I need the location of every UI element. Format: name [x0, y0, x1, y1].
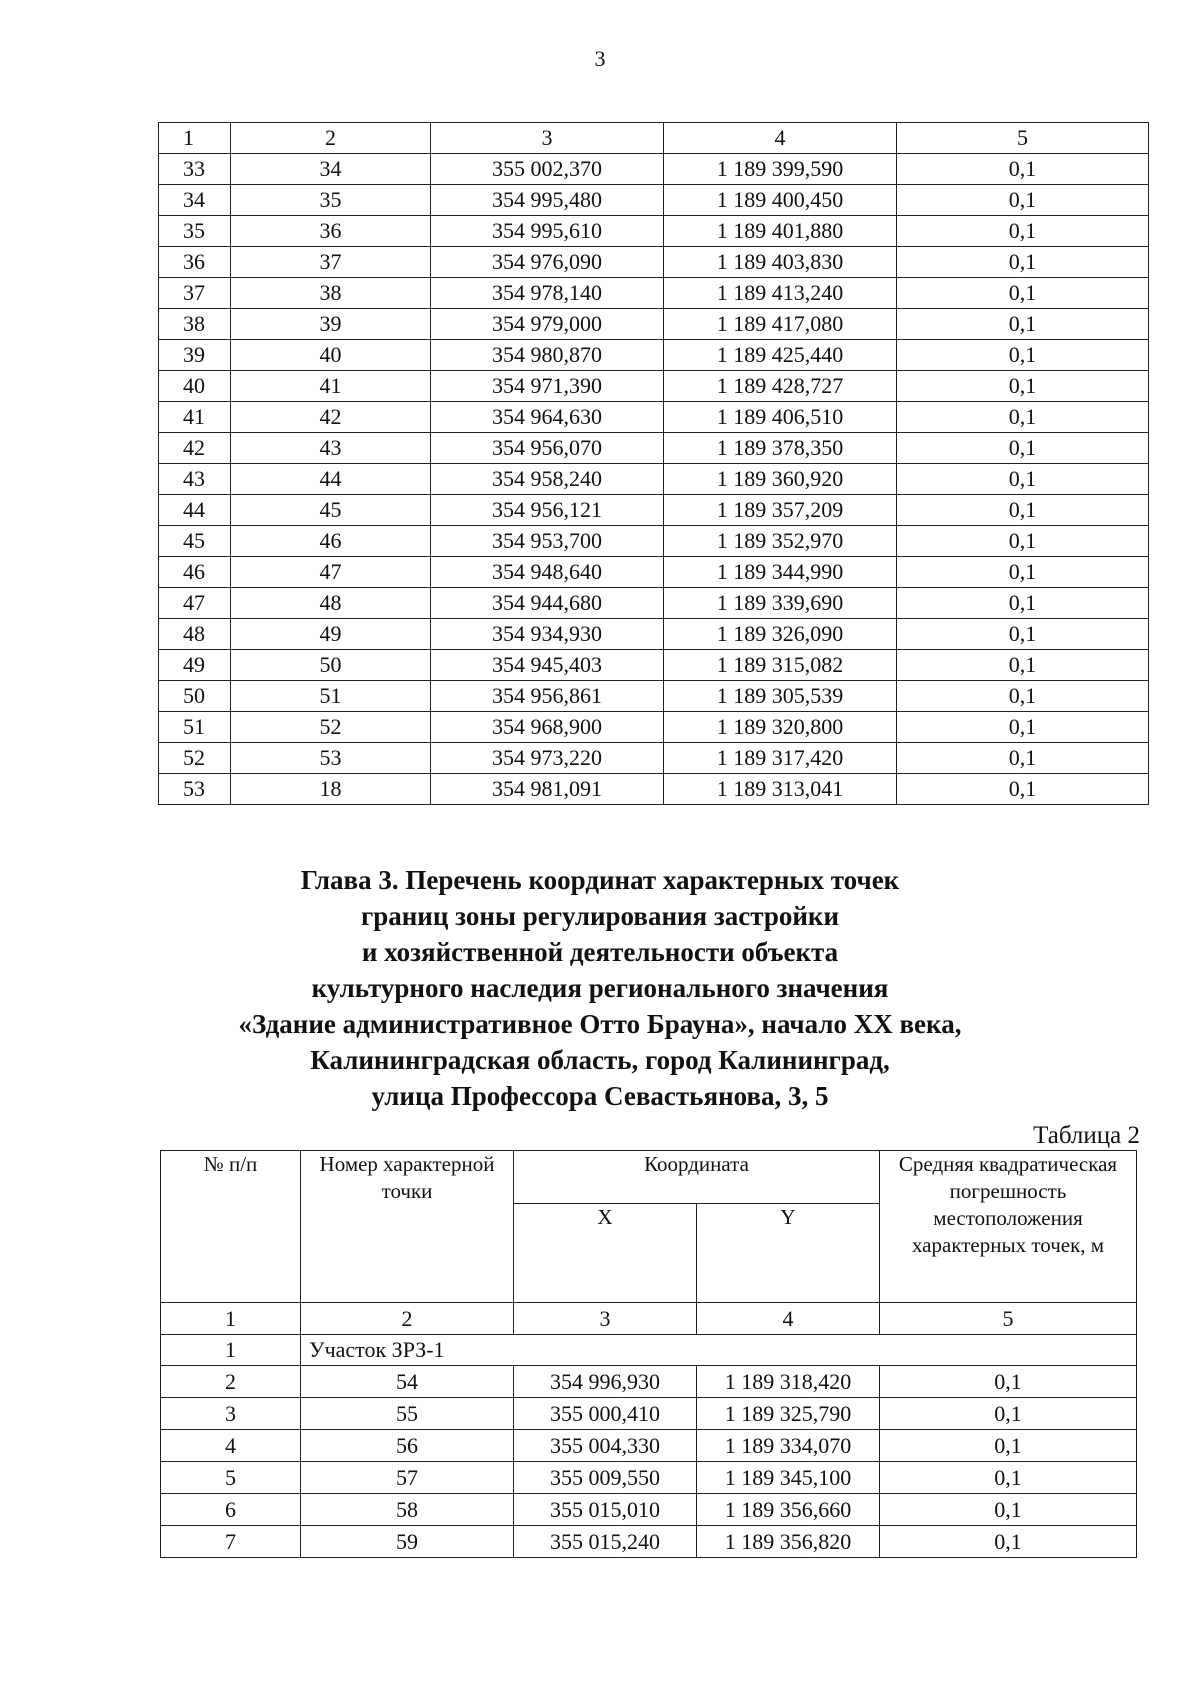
table-cell: 0,1	[880, 1366, 1137, 1398]
header-x: X	[514, 1204, 697, 1303]
table-row	[159, 402, 1149, 433]
table-row	[159, 185, 1149, 216]
table-cell: 48	[159, 619, 231, 650]
table-header-row	[159, 123, 1149, 154]
table-cell: 42	[159, 433, 231, 464]
table-cell: 34	[231, 154, 431, 185]
table-cell: 0,1	[880, 1398, 1137, 1430]
table-cell: 50	[159, 681, 231, 712]
table-cell: 1 189 334,070	[697, 1430, 880, 1462]
table-cell: 1 189 339,690	[664, 588, 897, 619]
table-cell: 0,1	[880, 1494, 1137, 1526]
table-cell: 354 934,930	[431, 619, 664, 650]
col-number-1: 1	[161, 1303, 301, 1335]
table-cell: 354 981,091	[431, 774, 664, 805]
table-row	[161, 1430, 1137, 1462]
table-cell: 354 958,240	[431, 464, 664, 495]
table-cell: 355 002,370	[431, 154, 664, 185]
table-cell: 354 980,870	[431, 340, 664, 371]
table-cell: 43	[231, 433, 431, 464]
table-cell: 0,1	[897, 433, 1149, 464]
table-cell: 0,1	[897, 309, 1149, 340]
table-cell: 0,1	[897, 743, 1149, 774]
table-cell: 35	[159, 216, 231, 247]
table-cell: 57	[301, 1462, 514, 1494]
table-cell: 41	[159, 402, 231, 433]
table-cell: 1 189 356,660	[697, 1494, 880, 1526]
table-cell: 59	[301, 1526, 514, 1558]
table-cell: 0,1	[897, 681, 1149, 712]
table-row	[159, 743, 1149, 774]
col-number-2: 2	[231, 123, 431, 154]
table-row	[159, 309, 1149, 340]
table-row	[159, 464, 1149, 495]
table-cell: 6	[161, 1494, 301, 1526]
table-cell: 1 189 425,440	[664, 340, 897, 371]
table-row	[161, 1366, 1137, 1398]
heading-line: Калининградская область, город Калининград,	[310, 1045, 890, 1075]
table-cell: 44	[159, 495, 231, 526]
table-row	[159, 681, 1149, 712]
heading-line: культурного наследия регионального значения	[311, 973, 889, 1003]
table-cell: 1 189 378,350	[664, 433, 897, 464]
table-cell: 354 956,070	[431, 433, 664, 464]
table-cell: 0,1	[880, 1430, 1137, 1462]
table-cell: 0,1	[897, 154, 1149, 185]
table-cell: 56	[301, 1430, 514, 1462]
table-cell: 49	[231, 619, 431, 650]
table-row	[161, 1494, 1137, 1526]
table-cell: 1 189 356,820	[697, 1526, 880, 1558]
table-cell: 36	[159, 247, 231, 278]
table-row	[159, 495, 1149, 526]
table-cell: 55	[301, 1398, 514, 1430]
table-cell: 1 189 357,209	[664, 495, 897, 526]
table-row	[159, 154, 1149, 185]
table-row	[159, 774, 1149, 805]
table-row	[159, 557, 1149, 588]
table-cell: 52	[231, 712, 431, 743]
table-cell: 0,1	[897, 278, 1149, 309]
table-cell: 1 189 428,727	[664, 371, 897, 402]
table-header-row	[161, 1151, 1137, 1204]
section-number: 1	[161, 1335, 301, 1366]
table-cell: 50	[231, 650, 431, 681]
table-cell: 3	[161, 1398, 301, 1430]
table-cell: 354 945,403	[431, 650, 664, 681]
table-cell: 53	[159, 774, 231, 805]
table-row	[159, 216, 1149, 247]
table-cell: 0,1	[897, 185, 1149, 216]
table-row	[161, 1398, 1137, 1430]
table-row	[159, 526, 1149, 557]
table-cell: 354 971,390	[431, 371, 664, 402]
table-cell: 1 189 403,830	[664, 247, 897, 278]
table-cell: 40	[231, 340, 431, 371]
table-cell: 41	[231, 371, 431, 402]
table-cell: 52	[159, 743, 231, 774]
col-number-4: 4	[664, 123, 897, 154]
table-cell: 1 189 413,240	[664, 278, 897, 309]
table-cell: 51	[159, 712, 231, 743]
col-number-5: 5	[897, 123, 1149, 154]
table-cell: 1 189 313,041	[664, 774, 897, 805]
table-cell: 1 189 417,080	[664, 309, 897, 340]
header-number: № п/п	[161, 1151, 301, 1303]
table-cell: 33	[159, 154, 231, 185]
heading-line: «Здание административное Отто Брауна», начало XX века,	[238, 1009, 962, 1039]
table-cell: 0,1	[897, 371, 1149, 402]
table-cell: 0,1	[897, 650, 1149, 681]
table-cell: 355 015,240	[514, 1526, 697, 1558]
table-cell: 1 189 401,880	[664, 216, 897, 247]
col-number-2: 2	[301, 1303, 514, 1335]
table-cell: 5	[161, 1462, 301, 1494]
table-cell: 354 976,090	[431, 247, 664, 278]
table-cell: 354 953,700	[431, 526, 664, 557]
table-cell: 1 189 305,539	[664, 681, 897, 712]
table-cell: 37	[231, 247, 431, 278]
table-row	[161, 1462, 1137, 1494]
table-cell: 355 009,550	[514, 1462, 697, 1494]
table-cell: 0,1	[897, 526, 1149, 557]
table-cell: 1 189 352,970	[664, 526, 897, 557]
heading-line: Глава 3. Перечень координат характерных точек	[300, 865, 900, 895]
table-cell: 1 189 320,800	[664, 712, 897, 743]
table-cell: 54	[301, 1366, 514, 1398]
table-cell: 354 944,680	[431, 588, 664, 619]
table-cell: 1 189 325,790	[697, 1398, 880, 1430]
table-cell: 1 189 317,420	[664, 743, 897, 774]
table-cell: 47	[231, 557, 431, 588]
table-cell: 0,1	[897, 619, 1149, 650]
table-cell: 38	[159, 309, 231, 340]
heading-line: и хозяйственной деятельности объекта	[361, 937, 839, 967]
table-cell: 0,1	[897, 495, 1149, 526]
table-cell: 42	[231, 402, 431, 433]
table-cell: 47	[159, 588, 231, 619]
table-cell: 355 000,410	[514, 1398, 697, 1430]
table-cell: 0,1	[897, 588, 1149, 619]
section-row	[161, 1335, 1137, 1366]
table-cell: 48	[231, 588, 431, 619]
table-cell: 354 956,861	[431, 681, 664, 712]
table-cell: 0,1	[897, 340, 1149, 371]
table-row	[159, 340, 1149, 371]
table-cell: 354 995,480	[431, 185, 664, 216]
table-cell: 0,1	[897, 247, 1149, 278]
table-row	[159, 588, 1149, 619]
table-cell: 1 189 406,510	[664, 402, 897, 433]
table-cell: 40	[159, 371, 231, 402]
table-row	[161, 1526, 1137, 1558]
table-row	[159, 712, 1149, 743]
table-cell: 35	[231, 185, 431, 216]
table-cell: 0,1	[897, 402, 1149, 433]
table-cell: 58	[301, 1494, 514, 1526]
table-row	[159, 371, 1149, 402]
table-cell: 39	[231, 309, 431, 340]
zone-coordinates-table	[160, 1150, 1137, 1558]
table-cell: 1 189 315,082	[664, 650, 897, 681]
header-coordinate: Координата	[514, 1151, 880, 1204]
table-row	[159, 247, 1149, 278]
table-cell: 354 979,000	[431, 309, 664, 340]
table-cell: 1 189 399,590	[664, 154, 897, 185]
table-cell: 53	[231, 743, 431, 774]
table-cell: 7	[161, 1526, 301, 1558]
table-cell: 0,1	[897, 557, 1149, 588]
table-cell: 36	[231, 216, 431, 247]
table-cell: 354 956,121	[431, 495, 664, 526]
page-number: 3	[594, 46, 606, 71]
table-cell: 34	[159, 185, 231, 216]
table-cell: 2	[161, 1366, 301, 1398]
col-number-4: 4	[697, 1303, 880, 1335]
table-cell: 354 973,220	[431, 743, 664, 774]
col-number-1: 1	[159, 123, 231, 154]
table-cell: 43	[159, 464, 231, 495]
table-row	[159, 650, 1149, 681]
table-cell: 354 948,640	[431, 557, 664, 588]
table-cell: 51	[231, 681, 431, 712]
table-cell: 355 015,010	[514, 1494, 697, 1526]
table-cell: 37	[159, 278, 231, 309]
table-caption: Таблица 2	[1033, 1122, 1140, 1149]
col-number-3: 3	[514, 1303, 697, 1335]
table-cell: 1 189 326,090	[664, 619, 897, 650]
chapter-heading	[140, 862, 1060, 1114]
table-cell: 46	[159, 557, 231, 588]
table-cell: 355 004,330	[514, 1430, 697, 1462]
table-cell: 0,1	[897, 774, 1149, 805]
table-row	[159, 433, 1149, 464]
table-cell: 45	[159, 526, 231, 557]
table-cell: 4	[161, 1430, 301, 1462]
header-point-number: Номер характерной точки	[301, 1151, 514, 1303]
heading-line: границ зоны регулирования застройки	[360, 901, 840, 931]
table-cell: 354 964,630	[431, 402, 664, 433]
table-cell: 1 189 400,450	[664, 185, 897, 216]
table-cell: 1 189 360,920	[664, 464, 897, 495]
table-row	[159, 619, 1149, 650]
table-cell: 1 189 318,420	[697, 1366, 880, 1398]
table-cell: 39	[159, 340, 231, 371]
table-row	[159, 278, 1149, 309]
table-cell: 354 995,610	[431, 216, 664, 247]
table-cell: 45	[231, 495, 431, 526]
table-cell: 354 996,930	[514, 1366, 697, 1398]
heading-line: улица Профессора Севастьянова, 3, 5	[371, 1081, 829, 1111]
table-cell: 0,1	[897, 216, 1149, 247]
table-cell: 354 978,140	[431, 278, 664, 309]
table-cell: 0,1	[897, 712, 1149, 743]
col-number-3: 3	[431, 123, 664, 154]
table-cell: 49	[159, 650, 231, 681]
column-numbers-row	[161, 1303, 1137, 1335]
table-cell: 18	[231, 774, 431, 805]
section-label: Участок ЗРЗ-1	[301, 1335, 1137, 1366]
table-cell: 354 968,900	[431, 712, 664, 743]
header-error: Средняя квадратическая погрешность местоположения характерных точек, м	[880, 1151, 1137, 1303]
table-cell: 1 189 344,990	[664, 557, 897, 588]
coordinates-table-continued	[158, 122, 1149, 805]
table-cell: 46	[231, 526, 431, 557]
table-cell: 0,1	[897, 464, 1149, 495]
table-cell: 44	[231, 464, 431, 495]
col-number-5: 5	[880, 1303, 1137, 1335]
header-y: Y	[697, 1204, 880, 1303]
table-cell: 0,1	[880, 1526, 1137, 1558]
table-cell: 0,1	[880, 1462, 1137, 1494]
table-cell: 1 189 345,100	[697, 1462, 880, 1494]
table-cell: 38	[231, 278, 431, 309]
